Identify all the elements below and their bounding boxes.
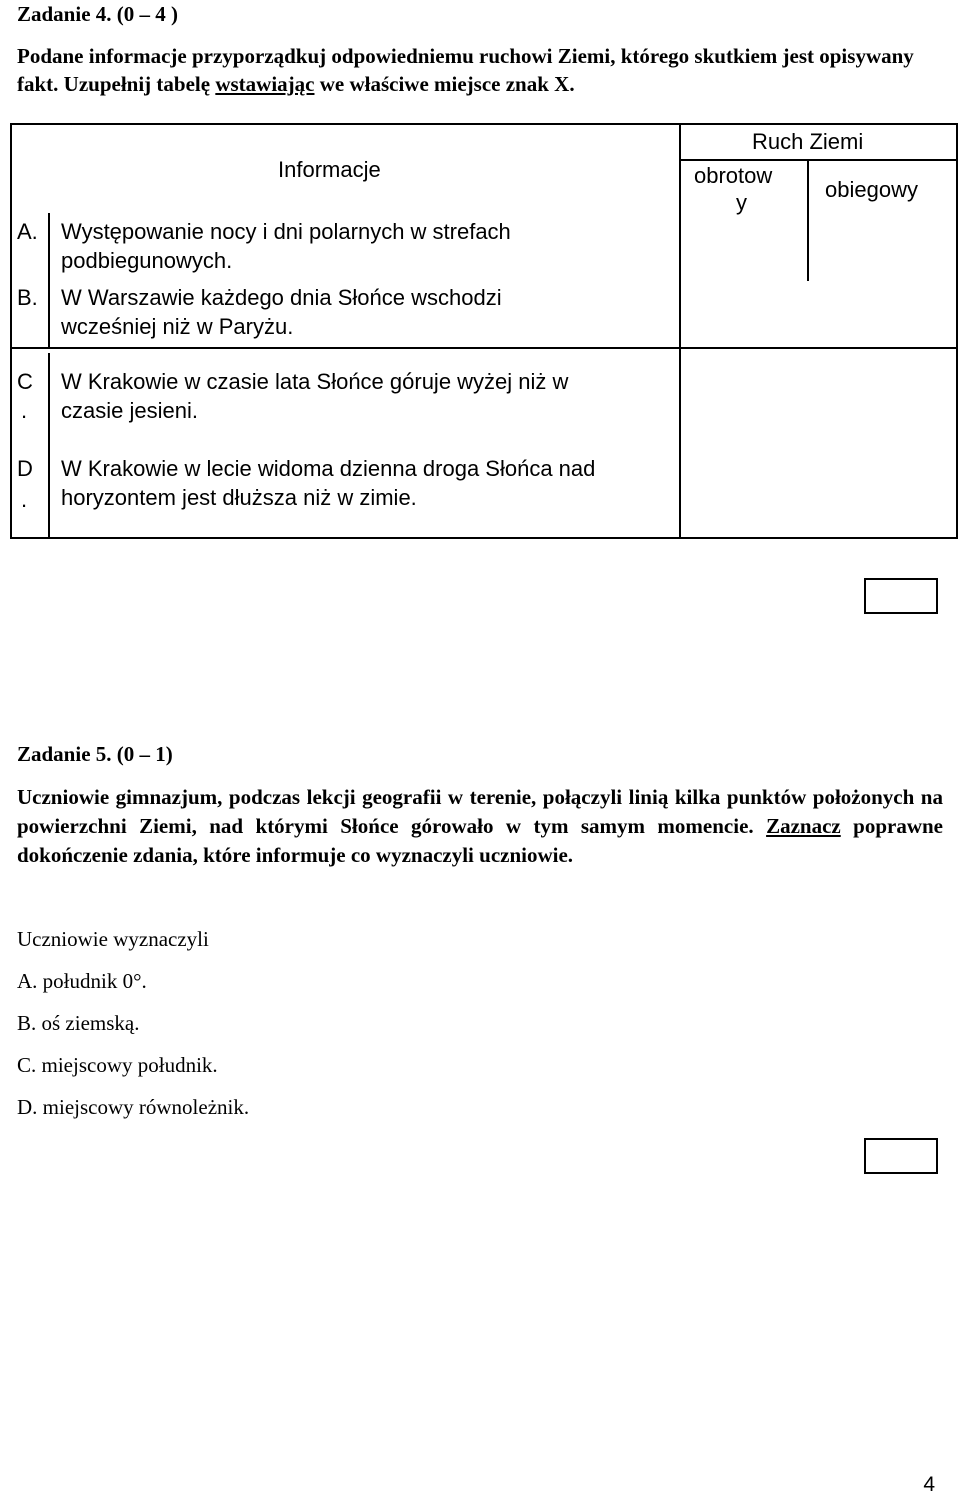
task4-instruction-part1: Podane informacje przyporządkuj odpowiedniemu ruchowi Ziemi, którego skutkiem jest opisywany fakt. Uzupełnij tabelę [17,44,914,96]
task5-instruction [17,783,943,870]
task4-instruction [17,42,943,98]
header-obrotowy-2: y [736,190,747,215]
task4-instruction-part2: we właściwe miejsce znak X. [314,72,575,96]
task5-option-b[interactable]: B. oś ziemską. [17,1011,140,1035]
motion-table [10,123,958,539]
row-d-text-1: W Krakowie w lecie widoma dzienna droga Słońca nad [61,456,596,481]
header-ruch-ziemi: Ruch Ziemi [752,129,864,154]
row-c-letter: C [17,369,33,394]
row-b-letter: B. [17,285,38,310]
row-a-letter: A. [17,219,38,244]
task5-option-d[interactable]: D. miejscowy równoleżnik. [17,1095,250,1119]
task5-score-box[interactable] [864,1138,938,1174]
task5-option-a[interactable]: A. południk 0°. [17,969,147,993]
header-obiegowy: obiegowy [825,177,918,202]
row-c-text-2: czasie jesieni. [61,398,198,423]
row-a-text-2: podbiegunowych. [61,248,233,273]
row-d-text-2: horyzontem jest dłuższa niż w zimie. [61,485,417,510]
task5-instruction-part2: poprawne dokończenie zdania, które informuje co wyznaczyli uczniowie. [17,814,943,867]
row-c-letter-dot: . [21,398,28,423]
row-d-letter-dot: . [21,487,28,512]
task5-lead: Uczniowie wyznaczyli [17,927,209,951]
task4-score-box[interactable] [864,578,938,614]
row-a-text-1: Występowanie nocy i dni polarnych w strefach [61,219,511,244]
task4-instruction-underlined: wstawiając [215,72,315,96]
row-c-text-1: W Krakowie w czasie lata Słońce góruje wyżej niż w [61,369,569,394]
task5-instruction-part1: Uczniowie gimnazjum, podczas lekcji geografii w terenie, połączyli linią kilka punktów położonych na powierzchni Ziemi, nad którymi Słońce górowało w tym samym momencie. [17,785,943,838]
row-d-letter: D [17,456,33,481]
header-informacje: Informacje [278,157,381,182]
row-b-text-2: wcześniej niż w Paryżu. [61,314,294,339]
task4-title: Zadanie 4. (0 – 4 ) [17,2,179,26]
task5-option-c[interactable]: C. miejscowy południk. [17,1053,218,1077]
task5-instruction-underlined: Zaznacz [766,814,841,838]
header-obrotowy-1: obrotow [694,163,773,188]
row-b-text-1: W Warszawie każdego dnia Słońce wschodzi [61,285,502,310]
task5-title: Zadanie 5. (0 – 1) [17,742,173,766]
page-number: 4 [923,1473,935,1496]
